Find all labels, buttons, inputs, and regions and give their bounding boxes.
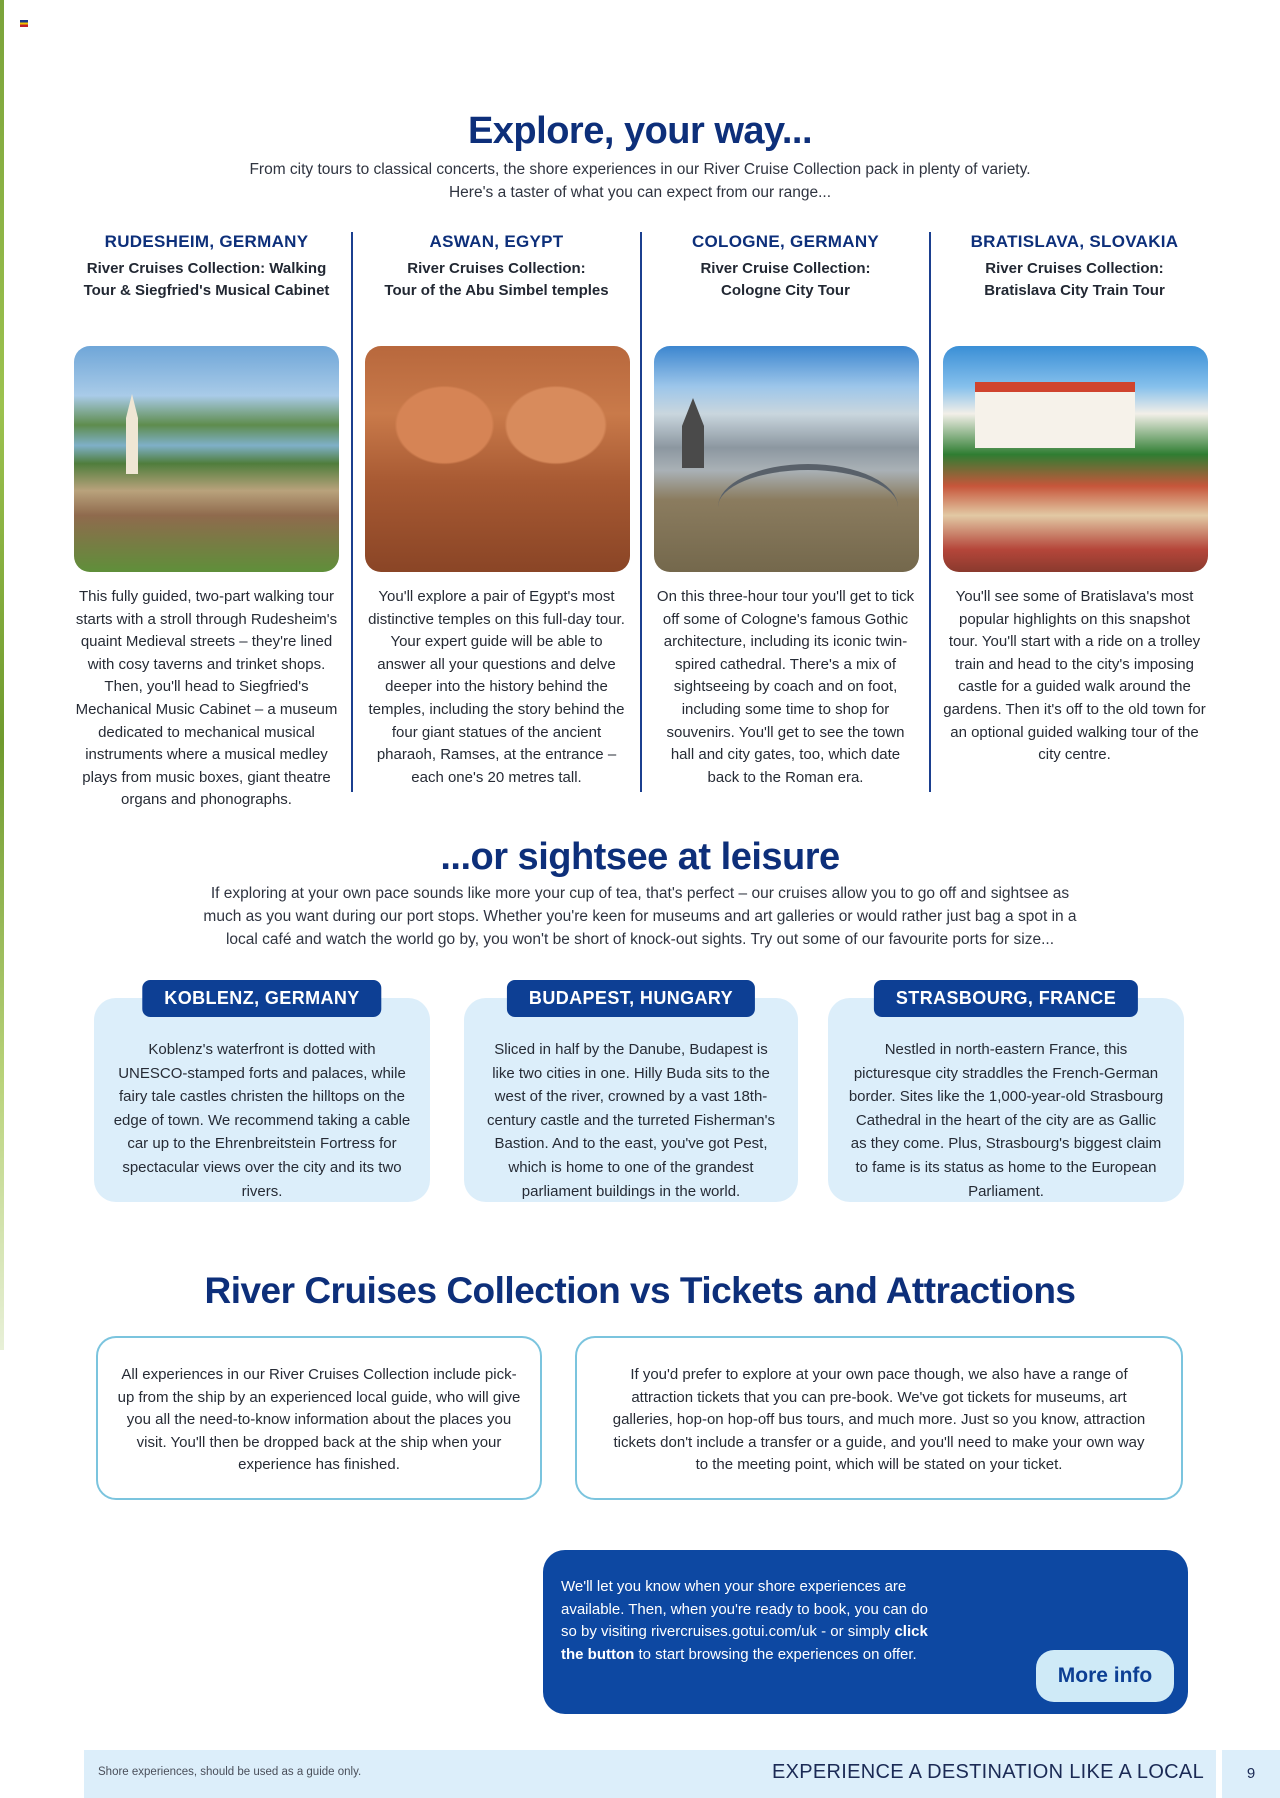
booking-callout-text-part: to start browsing the experiences on offer. <box>638 1645 917 1663</box>
tour-description: You'll see some of Bratislava's most popular highlights on this snapshot tour. You'll start with a ride on a trolley train and head to the city's imposing castle for a guided walk around the gardens. Then it's off to the old town for an optional guided walking tour of the city centre. <box>943 588 1206 764</box>
booking-callout-text-part: We'll let you know when your shore experiences are available. Then, when you're ready to book, you can do so by visiting rivercruises.gotui.com/uk - or simply <box>561 1578 928 1641</box>
tour-place: BRATISLAVA, SLOVAKIA <box>970 232 1179 251</box>
collection-info-box <box>96 1336 542 1500</box>
tour-name-line: River Cruises Collection: <box>407 260 586 277</box>
more-info-button[interactable]: More info <box>1036 1650 1174 1702</box>
footer-note: Shore experiences, should be used as a guide only. <box>98 1766 362 1778</box>
footer-tagline: EXPERIENCE A DESTINATION LIKE A LOCAL <box>772 1761 1204 1783</box>
tour-name <box>943 258 1206 346</box>
tour-description: This fully guided, two-part walking tour starts with a stroll through Rudesheim's quaint Medieval streets – they're lined with cosy taverns and trinket shops. Then, you'll head to Siegfried's Mechanical Music Cabinet – a museum dedicated to mechanical musical instruments where a musical medley plays from music boxes, giant theatre organs and phonographs. <box>75 588 338 809</box>
port-card-strasbourg <box>828 988 1184 1202</box>
tickets-info-box <box>575 1336 1183 1500</box>
tour-place: ASWAN, EGYPT <box>429 232 564 251</box>
tour-card-rudesheim <box>62 232 351 809</box>
german-flag-icon <box>20 20 28 27</box>
tour-name-line: Tour & Siegfried's Musical Cabinet <box>83 282 330 299</box>
port-description: Nestled in north-eastern France, this picturesque city straddles the French-German border. Sites like the 1,000-year-old Strasbourg Cathedral in the heart of the city are as Gallic as they come. Plus, Strasbourg's biggest claim to fame is its status as home to the European Parliament. <box>848 1041 1164 1200</box>
page-title: Explore, your way... <box>467 110 813 152</box>
tour-name-line: Tour of the Abu Simbel temples <box>384 282 609 299</box>
tour-place: COLOGNE, GERMANY <box>691 232 880 251</box>
tour-list <box>62 232 1218 809</box>
leisure-intro <box>0 882 1280 951</box>
page-intro <box>0 158 1280 204</box>
page-intro-line: From city tours to classical concerts, the shore experiences in our River Cruise Collection pack in plenty of variety. <box>249 161 1031 178</box>
tour-description: On this three-hour tour you'll get to tick off some of Cologne's famous Gothic architecture, including its iconic twin-spired cathedral. There's a mix of sightseeing by coach and on foot, including some time to shop for souvenirs. You'll get to see the town hall and city gates, too, which date back to the Roman era. <box>656 588 915 786</box>
tour-name-line: Bratislava City Train Tour <box>984 282 1165 299</box>
port-name-tag: BUDAPEST, HUNGARY <box>507 980 755 1017</box>
port-description: Sliced in half by the Danube, Budapest is like two cities in one. Hilly Buda sits to the west of the river, crowned by a vast 18th-century castle and the turreted Fisherman's Bastion. And to the east, you've got Pest, which is home to one of the grandest parliament buildings in the world. <box>486 1041 775 1200</box>
rudesheim-photo <box>74 346 339 572</box>
leisure-title: ...or sightsee at leisure <box>440 836 840 878</box>
tour-card-cologne <box>640 232 929 792</box>
port-card-budapest <box>464 988 798 1202</box>
footer-bar <box>84 1750 1216 1798</box>
tickets-info-text: If you'd prefer to explore at your own pace though, we also have a range of attraction tickets that you can pre-book. We've got tickets for museums, art galleries, hop-on hop-off bus tours, and much more. Just so you know, attraction tickets don't include a transfer or a guide, and you'll need to make your own way to the meeting point, which will be stated on your ticket. <box>612 1366 1146 1474</box>
cologne-photo <box>654 346 919 572</box>
tour-card-bratislava <box>929 232 1218 792</box>
page-intro-line: Here's a taster of what you can expect from our range... <box>448 184 832 201</box>
port-name-tag: KOBLENZ, GERMANY <box>142 980 381 1017</box>
booking-callout-text <box>561 1576 941 1666</box>
port-list <box>94 980 1184 1220</box>
page-number: 9 <box>1222 1750 1280 1798</box>
tour-card-aswan <box>351 232 640 792</box>
leisure-intro-line: local café and watch the world go by, you won't be short of knock-out sights. Try out some of our favourite ports for size... <box>225 931 1055 948</box>
tour-name-line: River Cruises Collection: <box>985 260 1164 277</box>
collection-info-text: All experiences in our River Cruises Collection include pick-up from the ship by an experienced local guide, who will give you all the need-to-know information about the places you visit. You'll then be dropped back at the ship when your experience has finished. <box>117 1366 521 1474</box>
tour-name <box>74 258 339 346</box>
booking-callout-emphasis: click the button <box>561 1623 928 1663</box>
tour-name-line: River Cruise Collection: <box>700 260 871 277</box>
tour-name <box>365 258 628 346</box>
leisure-intro-line: If exploring at your own pace sounds like more your cup of tea, that's perfect – our cruises allow you to go off and sightsee as <box>210 885 1070 902</box>
leisure-intro-line: much as you want during our port stops. Whether you're keen for museums and art galleries or would rather just bag a spot in a <box>203 908 1077 925</box>
port-name-tag: STRASBOURG, FRANCE <box>874 980 1138 1017</box>
abu-simbel-photo <box>365 346 630 572</box>
port-card-koblenz <box>94 988 430 1202</box>
tour-place: RUDESHEIM, GERMANY <box>104 232 309 251</box>
port-description: Koblenz's waterfront is dotted with UNESCO-stamped forts and palaces, while fairy tale castles christen the hilltops on the edge of town. We recommend taking a cable car up to the Ehrenbreitstein Fortress for spectacular views over the city and its two rivers. <box>113 1041 411 1200</box>
tour-name-line: River Cruises Collection: Walking <box>86 260 327 277</box>
tour-description: You'll explore a pair of Egypt's most distinctive temples on this full-day tour. Your expert guide will be able to answer all your questions and delve deeper into the history behind the temples, including the story behind the four giant statues of the ancient pharaoh, Ramses, at the entrance – each one's 20 metres tall. <box>368 588 625 786</box>
booking-callout <box>543 1550 1188 1714</box>
bratislava-photo <box>943 346 1208 572</box>
comparison-title: River Cruises Collection vs Tickets and Attractions <box>204 1270 1076 1311</box>
tour-name <box>654 258 917 346</box>
tour-name-line: Cologne City Tour <box>721 282 850 299</box>
